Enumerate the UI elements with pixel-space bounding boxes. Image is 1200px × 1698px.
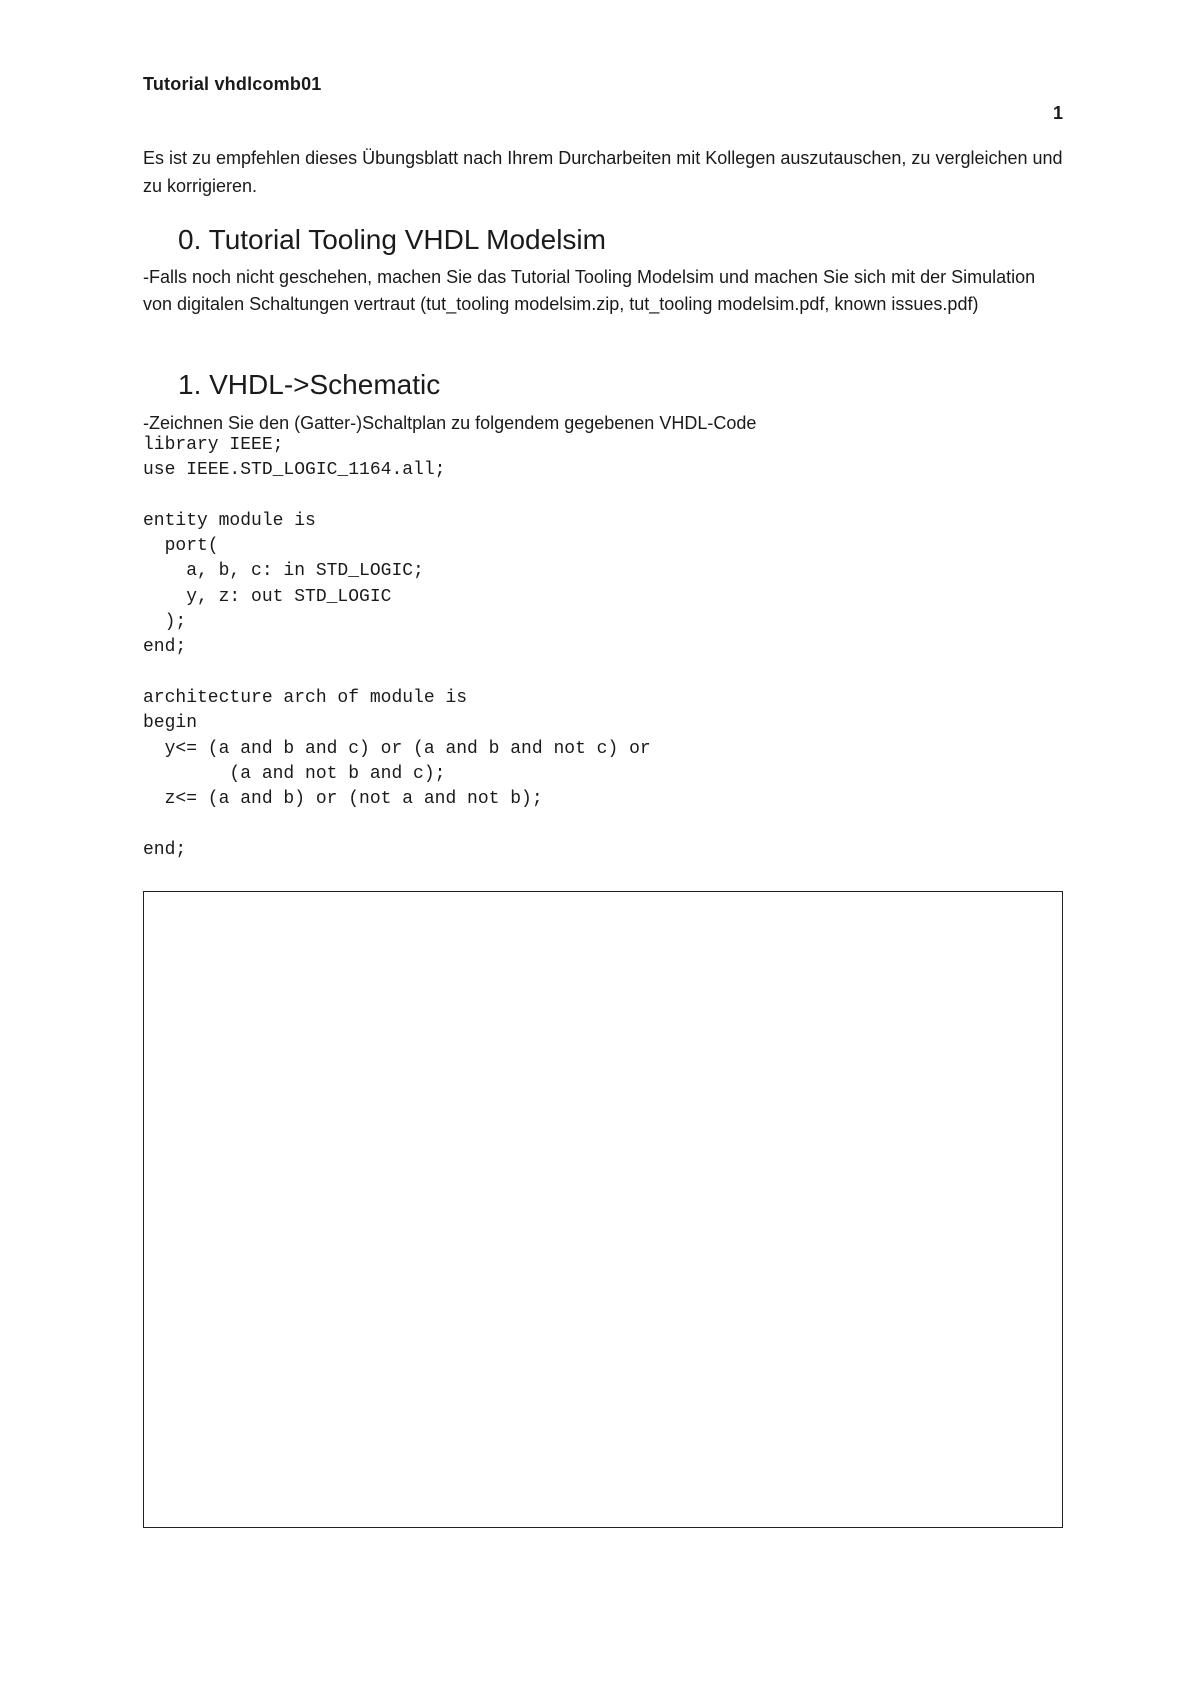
- code-line: [143, 484, 651, 509]
- code-line: library IEEE;: [143, 435, 284, 455]
- code-line: y<= (a and b and c) or (a and b and not c) or: [143, 738, 651, 759]
- section-1-instruction: -Zeichnen Sie den (Gatter-)Schaltplan zu folgendem gegebenen VHDL-Code: [143, 413, 757, 433]
- code-line: end;: [143, 637, 187, 658]
- section-1-heading: 1. VHDL->Schematic: [178, 369, 441, 400]
- code-line: use IEEE.STD_LOGIC_1164.all;: [143, 460, 446, 481]
- code-line: [143, 661, 651, 686]
- schematic-answer-box[interactable]: [143, 891, 1063, 1528]
- code-line: (a and not b and c);: [143, 763, 446, 784]
- section-0-paragraph: -Falls noch nicht geschehen, machen Sie das Tutorial Tooling Modelsim und machen Sie sich mit der Simulation von digitalen Schaltungen vertraut (tut_tooling modelsim.zip, tut_tooling modelsim.pdf, known issues.pdf): [143, 267, 1036, 314]
- code-line: port(: [143, 536, 219, 557]
- code-line: y, z: out STD_LOGIC: [143, 586, 392, 607]
- page-number: 1: [1052, 103, 1063, 123]
- intro-paragraph: Es ist zu empfehlen dieses Übungsblatt nach Ihrem Durcharbeiten mit Kollegen auszutauschen, zu vergleichen und zu korrigieren.: [143, 148, 1063, 196]
- code-line: z<= (a and b) or (not a and not b);: [143, 789, 543, 810]
- document-title: Tutorial vhdlcomb01: [143, 74, 322, 94]
- vhdl-code-block: [143, 433, 651, 863]
- code-line: a, b, c: in STD_LOGIC;: [143, 561, 424, 582]
- code-line: end;: [143, 839, 187, 860]
- code-line: architecture arch of module is: [143, 687, 468, 708]
- section-0-heading: 0. Tutorial Tooling VHDL Modelsim: [178, 224, 606, 255]
- code-line: [143, 812, 651, 837]
- code-line: );: [143, 612, 187, 633]
- code-line: entity module is: [143, 510, 316, 531]
- code-line: begin: [143, 713, 198, 734]
